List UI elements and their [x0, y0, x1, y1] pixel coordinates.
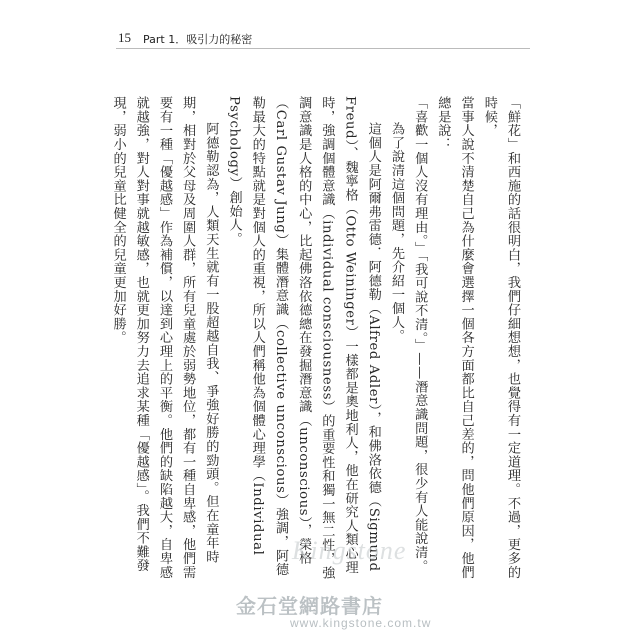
page-number: 15 — [118, 30, 131, 45]
running-header: Part 1．吸引力的秘密 — [143, 33, 253, 46]
vertical-body-text — [110, 96, 524, 586]
watermark-chinese: 金石堂網路書店 — [236, 594, 383, 618]
paragraph: 「喜歡一個人沒有理由。」「我可說不清。」——潛意識問題，很少有人能說清。 — [412, 96, 428, 573]
header-rule — [116, 48, 530, 49]
paragraph: 阿德勒認為，人類天生就有一股超越自我、爭強好勝的勁頭。但在童年時期，相對於父母及周圍人群，所有兒童處於弱勢地位，都有一種自卑感，他們需要有一種「優越感」作為補償，以達到心理上的平衡。他們的缺陷越大，自卑感就越強，對人對事就越敏感，也就更加努力去追求某種「優越感」。我們不難發現，弱小的兒童比健全的兒童更加好勝。 — [110, 96, 219, 579]
paragraph: 這個人是阿爾弗雷德．阿德勒（Alfred Adler），和佛洛依德（Sigmund Freud）、魏寧格（Otto Weininger）一樣都是奧地利人，他在研究人類心理時，強調個體意識（individual consciousness）的重要性和獨一無二性，強調意識是人格的中心，比起佛洛依德總在發掘潛意識（unconscious），榮格（Carl Gustav Jung）集體潛意識（collective unconscious）強調，阿德勒最大的特點就是對個人的重視，所以人們稱他為個體心理學（Individual Psychology）創始人。 — [226, 96, 381, 580]
watermark-latin: Kingstone — [292, 536, 407, 565]
paragraph: 為了說清這個問題，先介紹一個人。 — [388, 122, 404, 344]
watermark-url: www.kingstone.com.tw — [290, 616, 432, 630]
paragraph: 「鮮花」和西施的話很明白，我們仔細想想，也覺得有一定道理。不過，更多的時候， — [481, 96, 520, 579]
paragraph: 當事人說不清楚自己為什麼會選擇一個各方面都比自己差的，問他們原因，他們總是說： — [435, 96, 474, 579]
